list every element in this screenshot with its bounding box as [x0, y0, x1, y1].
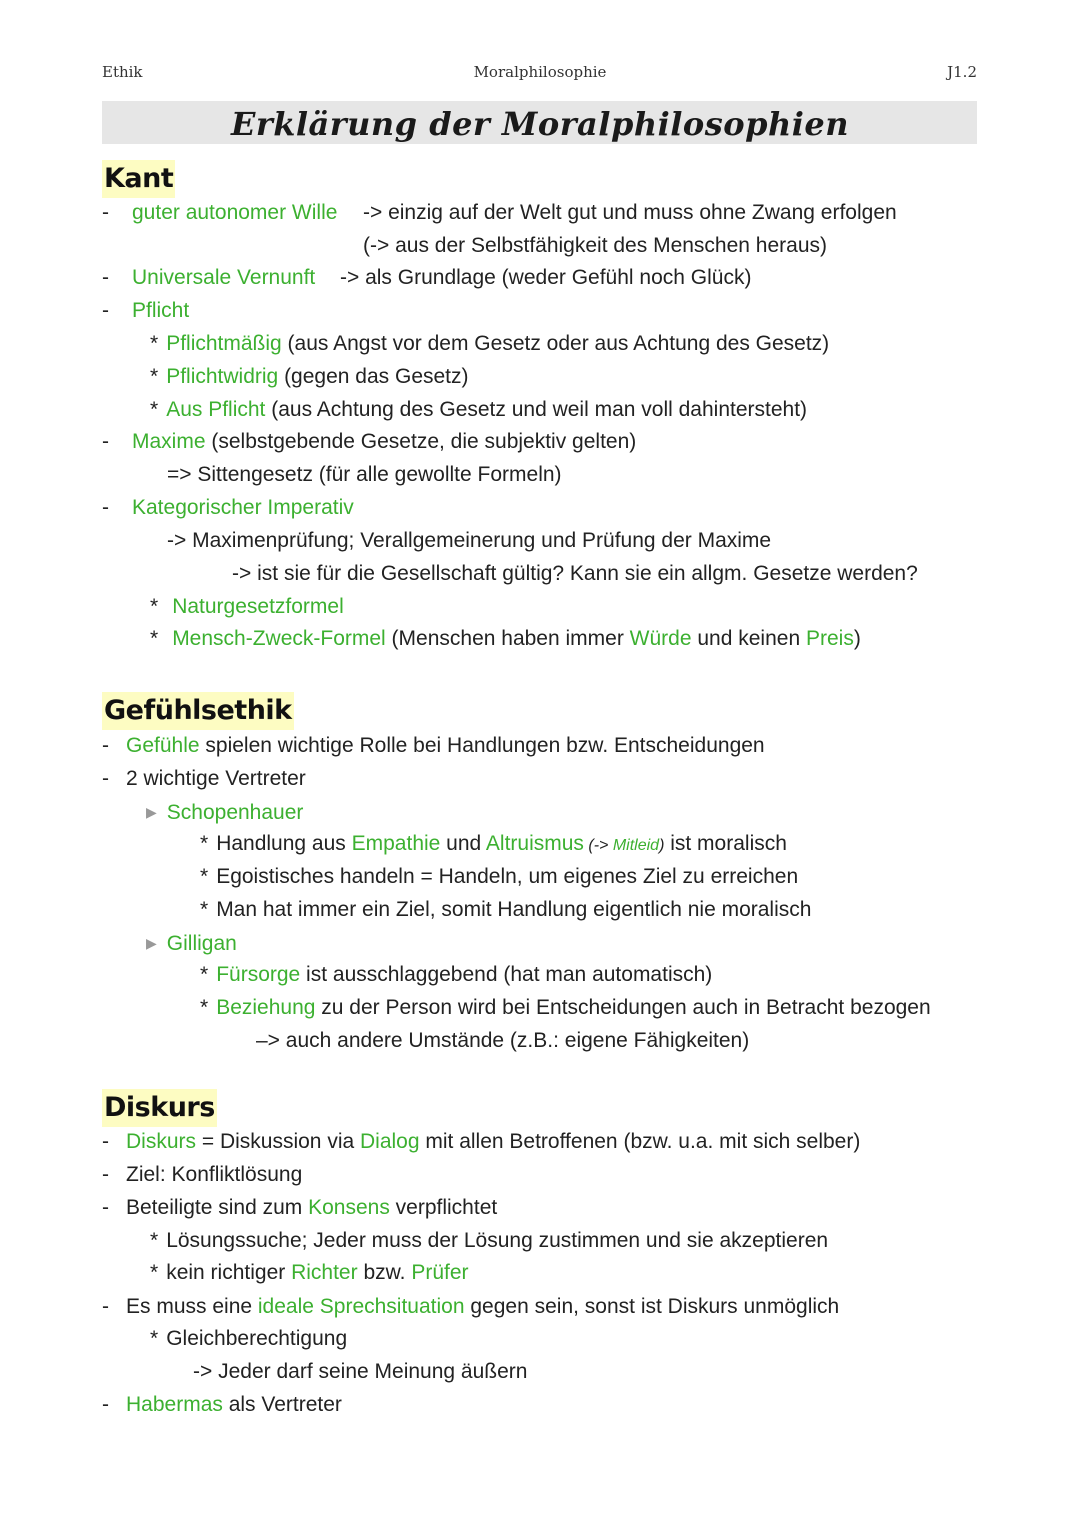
- term-pflichtmaessig: Pflichtmäßig: [166, 332, 282, 355]
- term-dialog: Dialog: [360, 1130, 420, 1153]
- desc: verpflichtet: [389, 1196, 498, 1219]
- term-fuersorge: Fürsorge: [216, 963, 301, 986]
- arrow: –>: [256, 1029, 280, 1052]
- desc: zu der Person wird bei Entscheidungen auch in Betracht bezogen: [315, 996, 931, 1019]
- diskurs-line-3: [126, 1193, 497, 1223]
- bullet-star: *: [200, 865, 209, 888]
- desc: ): [659, 837, 665, 854]
- desc: auch andere Umstände (z.B.: eigene Fähigkeiten): [285, 1029, 750, 1052]
- term-altruismus: Altruismus: [485, 832, 584, 855]
- desc: spielen wichtige Rolle bei Handlungen bzw. Entscheidungen: [199, 734, 765, 757]
- term-beziehung: Beziehung: [216, 996, 316, 1019]
- kant-formel-1: [150, 592, 344, 622]
- kant-pflicht-2: [150, 362, 469, 392]
- term-diskurs: Diskurs: [126, 1130, 197, 1153]
- desc: und: [440, 832, 486, 855]
- bullet-dash: -: [102, 496, 109, 519]
- desc: bzw.: [357, 1261, 412, 1284]
- desc: (aus Angst vor dem Gesetz oder aus Achtung des Gesetz): [281, 332, 830, 355]
- diskurs-sub-3: [150, 1324, 347, 1354]
- kant-formel-2: [150, 624, 861, 654]
- schopenhauer-2: [200, 862, 798, 892]
- diskurs-line-1: [126, 1127, 860, 1157]
- desc: ist sie für die Gesellschaft gültig? Kann sie ein allgm. Gesetze werden?: [257, 562, 918, 585]
- term-imperativ: Kategorischer Imperativ: [132, 496, 354, 519]
- bullet-dash: -: [102, 1163, 109, 1186]
- header-topic: Moralphilosophie: [473, 63, 607, 81]
- desc: Gleichberechtigung: [166, 1327, 348, 1350]
- bullet-star: *: [150, 1229, 159, 1252]
- bullet-star: *: [150, 627, 159, 650]
- diskurs-line-5: [126, 1390, 342, 1420]
- bullet-star: *: [200, 832, 209, 855]
- desc: (aus Achtung des Gesetz und weil man voll dahintersteht): [265, 398, 808, 421]
- kant-line-vernunft-desc: -> als Grundlage (weder Gefühl noch Glück): [340, 266, 752, 289]
- term-preis: Preis: [805, 627, 854, 650]
- term-pflichtwidrig: Pflichtwidrig: [166, 365, 279, 388]
- bullet-dash: -: [102, 1130, 109, 1153]
- desc: (gegen das Gesetz): [278, 365, 469, 388]
- kant-line-wille-desc: -> einzig auf der Welt gut und muss ohne Zwang erfolgen: [363, 201, 897, 224]
- kant-line-pflicht: [132, 296, 189, 326]
- term-wille: guter autonomer Wille: [132, 201, 338, 224]
- gefuehl-vertreter-2: [146, 928, 237, 959]
- desc: mit allen Betroffenen (bzw. u.a. mit sich selber): [419, 1130, 861, 1153]
- bullet-star: *: [200, 963, 209, 986]
- bullet-dash: -: [102, 201, 109, 224]
- desc: (Menschen haben immer: [385, 627, 630, 650]
- kant-line-maxime: [132, 427, 636, 457]
- term-richter: Richter: [291, 1261, 358, 1284]
- desc: gegen sein, sonst ist Diskurs unmöglich: [464, 1295, 840, 1318]
- desc: ist moralisch: [664, 832, 787, 855]
- bullet-dash: -: [102, 299, 109, 322]
- diskurs-sub-2: [150, 1258, 469, 1288]
- desc: Jeder darf seine Meinung äußern: [218, 1360, 528, 1383]
- term-pflicht: Pflicht: [132, 299, 190, 322]
- desc: und keinen: [691, 627, 806, 650]
- arrow: ->: [232, 562, 252, 585]
- section-heading-diskurs: Diskurs: [102, 1089, 217, 1127]
- diskurs-sub-3-detail: [193, 1357, 527, 1387]
- kant-line-maximenpruefung: [167, 526, 771, 556]
- kant-line-vernunft: [132, 263, 315, 293]
- gilligan-sub: [256, 1026, 749, 1056]
- term-gefuehle: Gefühle: [126, 734, 200, 757]
- page-title: Erklärung der Moralphilosophien: [230, 105, 850, 143]
- desc: (selbstgebende Gesetze, die subjektiv gelten): [205, 430, 637, 453]
- term-mensch-zweck: Mensch-Zweck-Formel: [172, 627, 386, 650]
- diskurs-sub-1: [150, 1226, 828, 1256]
- desc: Es muss eine: [126, 1295, 258, 1318]
- bullet-dash: -: [102, 767, 109, 790]
- term-pruefer: Prüfer: [411, 1261, 469, 1284]
- bullet-star: *: [200, 898, 209, 921]
- desc: kein richtiger: [166, 1261, 292, 1284]
- bullet-star: *: [150, 365, 159, 388]
- bullet-star: *: [150, 1261, 159, 1284]
- desc: Sittengesetz (für alle gewollte Formeln): [197, 463, 562, 486]
- desc: Man hat immer ein Ziel, somit Handlung eigentlich nie moralisch: [216, 898, 812, 921]
- desc: ): [853, 627, 861, 650]
- desc: Maximenprüfung; Verallgemeinerung und Prüfung der Maxime: [192, 529, 772, 552]
- gilligan-2: [200, 993, 931, 1023]
- schopenhauer-1: [200, 829, 787, 861]
- diskurs-line-4: [126, 1292, 839, 1322]
- desc: Handlung aus: [216, 832, 352, 855]
- bullet-dash: -: [102, 430, 109, 453]
- kant-line-wille: [132, 198, 337, 228]
- triangle-bullet-icon: ▶: [146, 935, 157, 951]
- term-maxime: Maxime: [132, 430, 206, 453]
- desc: als Vertreter: [222, 1393, 342, 1416]
- bullet-dash: -: [102, 1196, 109, 1219]
- bullet-star: *: [200, 996, 209, 1019]
- kant-pflicht-3: [150, 395, 807, 425]
- triangle-bullet-icon: ▶: [146, 804, 157, 820]
- bullet-star: *: [150, 595, 159, 618]
- kant-line-sittengesetz: [167, 460, 562, 490]
- gefuehl-line-1: [126, 731, 765, 761]
- gefuehl-vertreter-1: [146, 797, 303, 828]
- arrow: ->: [193, 1360, 213, 1383]
- diskurs-line-2: Ziel: Konfliktlösung: [126, 1163, 303, 1186]
- desc: ist ausschlaggebend (hat man automatisch): [300, 963, 713, 986]
- gefuehl-line-2: 2 wichtige Vertreter: [126, 767, 306, 790]
- arrow: ->: [167, 529, 187, 552]
- desc: Egoistisches handeln = Handeln, um eigenes Ziel zu erreichen: [216, 865, 799, 888]
- term-vernunft: Universale Vernunft: [132, 266, 316, 289]
- term-wuerde: Würde: [629, 627, 692, 650]
- bullet-star: *: [150, 1327, 159, 1350]
- desc: = Diskussion via: [196, 1130, 360, 1153]
- kant-line-imperativ: [132, 493, 354, 523]
- term-habermas: Habermas: [126, 1393, 223, 1416]
- bullet-dash: -: [102, 734, 109, 757]
- header-subject: Ethik: [102, 63, 143, 81]
- term-empathie: Empathie: [351, 832, 441, 855]
- term-schopenhauer: Schopenhauer: [166, 801, 304, 824]
- term-aus-pflicht: Aus Pflicht: [166, 398, 266, 421]
- term-naturgesetzformel: Naturgesetzformel: [172, 595, 344, 618]
- bullet-star: *: [150, 332, 159, 355]
- section-heading-gefuehlsethik: Gefühlsethik: [102, 692, 294, 730]
- bullet-dash: -: [102, 1393, 109, 1416]
- desc: (->: [583, 837, 613, 854]
- term-ideale-sprechsituation: ideale Sprechsituation: [257, 1295, 465, 1318]
- section-heading-kant: Kant: [102, 160, 175, 198]
- gilligan-1: [200, 960, 712, 990]
- schopenhauer-3: [200, 895, 811, 925]
- term-mitleid: Mitleid: [612, 837, 660, 854]
- arrow: =>: [167, 463, 192, 486]
- desc: Lösungssuche; Jeder muss der Lösung zustimmen und sie akzeptieren: [166, 1229, 829, 1252]
- term-gilligan: Gilligan: [166, 932, 237, 955]
- kant-pflicht-1: [150, 329, 829, 359]
- bullet-dash: -: [102, 1295, 109, 1318]
- kant-line-wille-cont: (-> aus der Selbstfähigkeit des Menschen heraus): [363, 234, 827, 257]
- bullet-dash: -: [102, 266, 109, 289]
- term-konsens: Konsens: [308, 1196, 390, 1219]
- desc: Beteiligte sind zum: [126, 1196, 309, 1219]
- bullet-star: *: [150, 398, 159, 421]
- header-code: J1.2: [947, 63, 977, 81]
- kant-line-gueltig: [232, 559, 918, 589]
